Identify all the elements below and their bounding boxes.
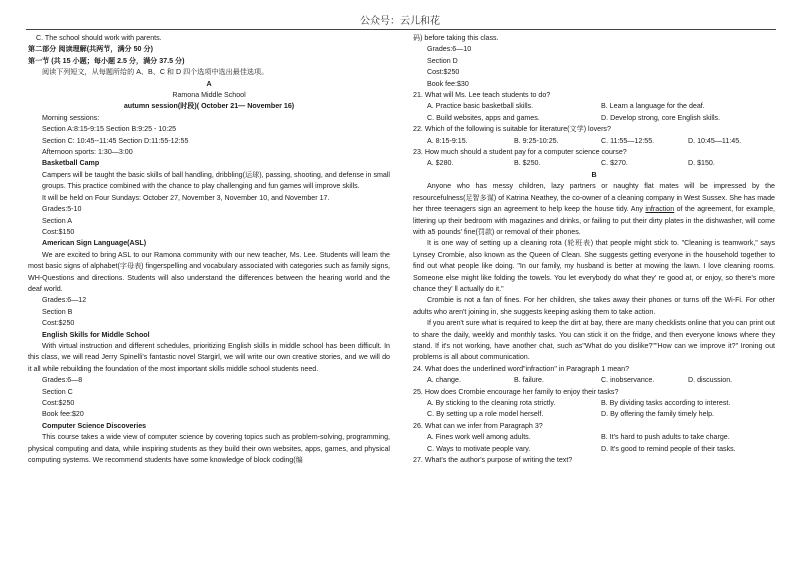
text-line: Book fee:$30 — [427, 79, 469, 88]
question-22: 22. Which of the following is suitable for literature(文学) lovers? — [413, 125, 611, 134]
passage-paragraph-4: If you aren't sure what is required to keep the dirt at bay, there are many checklists online that you can print out to share the daily, weekly and monthly tasks. You can stick it on the fridge, and then everyone knows where they stand. If it's not working, have another chat, such as"What do you dislike?""How can we improve it?" Ironing out problems is all about communication. — [413, 319, 775, 362]
option-b: B. failure. — [514, 376, 544, 385]
school-name: Ramona Middle School — [172, 91, 246, 100]
text-line: Section C — [42, 387, 73, 396]
course-heading: American Sign Language(ASL) — [42, 239, 147, 248]
course-heading: English Skills for Middle School — [42, 330, 150, 339]
text-line: Grades:6—10 — [427, 45, 472, 54]
text-line: Afternoon sports: 1:30—3:00 — [42, 148, 133, 157]
option-c: C. Ways to motivate people vary. — [427, 444, 531, 453]
text-line: Section A — [42, 216, 72, 225]
option-d: D. By offering the family timely help. — [601, 410, 715, 419]
text-line: Grades:6—12 — [42, 296, 87, 305]
question-25: 25. How does Crombie encourage her family to enjoy their tasks? — [413, 387, 619, 396]
options-row — [413, 409, 775, 420]
text-line: Section D — [427, 56, 458, 65]
paragraph-text: Anyone who has messy children, lazy partners or naughty flat mates will be impressed by the resourcefulness(足智多谋) of Katrina Neathey, the co-owner of a cleaning company in West Sussex. She has made her three teenagers sign an agreement to help keep the house tidy. Any — [413, 182, 775, 214]
question-27: 27. What's the author's purpose of writing the text? — [413, 456, 573, 465]
option-a: A. Fines work well among adults. — [427, 433, 531, 442]
options-row — [413, 101, 775, 112]
text-line: Cost:$250 — [42, 399, 75, 407]
options-row — [413, 158, 775, 169]
option-c: C. Build websites, apps and games. — [427, 113, 540, 122]
option-d: D. 10:45—11:45. — [688, 136, 742, 145]
options-row — [413, 444, 775, 455]
question-23: 23. How much should a student pay for a computer science course? — [413, 148, 627, 157]
option-a: A. Practice basic basketball skills. — [427, 102, 534, 111]
option-d: D. It's good to remind people of their tasks. — [601, 444, 736, 453]
text-line: Cost:$150 — [42, 227, 75, 236]
passage-label-a: A — [206, 79, 212, 88]
text-line: Section C: 10:45--11:45 Section D:11:55-12:55 — [42, 136, 189, 145]
right-column — [413, 33, 775, 466]
option-a: A. $280. — [427, 159, 454, 168]
page-header: 公众号：云儿和花 — [360, 16, 440, 27]
option-d: D. Develop strong, core English skills. — [601, 113, 721, 122]
text-line: Morning sessions: — [42, 113, 100, 122]
option-b: B. Learn a language for the deaf. — [601, 102, 705, 111]
course-description: Campers will be taught the basic skills of ball handling, dribbling(运球), passing, shooting, and defense in small groups. This practice combined with the chance to play challenging and fun games will improve skills. — [42, 170, 390, 191]
text-line: Book fee:$20 — [42, 410, 84, 419]
option-d: D. discussion. — [688, 376, 733, 385]
options-row — [413, 432, 775, 443]
passage-paragraph-2: It is one way of setting up a cleaning rota (轮班表) that people might stick to. "Cleaning is teamwork," says Lynsey Crombie, also known as the Queen of Clean. She suggests getting everyone in the household together to find out what people like doing. "In our family, my husband is better at mowing the lawn. I love cleaning rooms. Someone else might like folding the towels. You let everybody do what they' re good at, or enjoy, so there's more chance they' ll actually do it." — [413, 239, 775, 293]
session-title: autumn session(时段)( October 21— November 16) — [123, 102, 295, 111]
question-21: 21. What will Ms. Lee teach students to do? — [413, 91, 551, 100]
question-26: 26. What can we infer from Paragraph 3? — [413, 421, 543, 430]
option-a: A. 8:15-9:15. — [427, 136, 468, 145]
course-heading: Basketball Camp — [42, 159, 100, 168]
option-line: C. The school should work with parents. — [36, 34, 162, 42]
options-row — [413, 398, 775, 409]
option-a: A. By sticking to the cleaning rota strictly. — [427, 399, 556, 407]
option-c: C. By setting up a role model herself. — [427, 410, 544, 419]
text-line: It will be held on Four Sundays: October 27, November 3, November 10, and November 17. — [42, 193, 330, 202]
course-heading: Computer Science Discoveries — [42, 421, 147, 430]
text-line: Grades:5-10 — [42, 205, 82, 214]
section-heading: 第一节 (共 15 小题；每小题 2.5 分，满分 37.5 分) — [28, 56, 185, 65]
course-description: This course takes a wide view of computer science by covering topics such as problem-solving, programming, physical computing and data, while inspiring students as they build their own websites, apps, games, and physical computing systems. We recommend students have some knowledge of block coding(编 — [28, 433, 390, 465]
option-b: B. It's hard to push adults to take charge. — [601, 433, 730, 442]
option-d: D. $150. — [688, 159, 715, 168]
header-divider — [26, 29, 776, 30]
left-column — [28, 33, 390, 466]
course-description: With virtual instruction and different schedules, prioritizing English skills in middle school has been difficult. In this class, we will read Jerry Spinelli's fantastic novel Stargirl, we will write our own creative stories, and we will do it all while rebuilding the foundation of the most important skills middle school students need. — [28, 341, 390, 373]
option-a: A. change. — [427, 376, 461, 385]
text-line: Cost:$250 — [427, 68, 460, 77]
options-row — [413, 136, 775, 147]
text-line: 码) before taking this class. — [413, 34, 499, 42]
instructions: 阅读下列短文，从每题所给的 A、B、C 和 D 四个选项中选出最佳选项。 — [42, 68, 269, 77]
underlined-word: infraction — [645, 205, 675, 214]
options-row — [413, 375, 775, 386]
paragraph-text: of the agreement, for example, littering up their bedroom with magazines and drinks, or failing to put their dirty plates in the dishwasher, will come with a5 pounds' fine(罚款) or removal of their phones. — [413, 205, 775, 236]
passage-paragraph-3: Crombie is not a fan of fines. For her children, she takes away their phones or turns off the Wi-Fi. For other adults who aren't joining in, she suggests keeping asking them to take action. — [413, 296, 775, 316]
option-c: C. 11:55—12:55. — [601, 136, 655, 145]
part-heading: 第二部分 阅读理解(共两节，满分 50 分) — [28, 45, 153, 54]
passage-label-b: B — [591, 170, 597, 179]
option-c: C. $270. — [601, 159, 628, 168]
text-line: Cost:$250 — [42, 319, 75, 328]
option-c: C. inobservance. — [601, 376, 655, 385]
course-description: We are excited to bring ASL to our Ramona community with our new teacher, Ms. Lee. Students will learn the most basic signs of alphabet(字母表) fingerspelling and vocabulary associated with categories such as family signs, WH-Questions and directions. Students will also understand the differences between the hearing world and the deaf world. — [28, 250, 390, 293]
options-row — [413, 113, 775, 124]
option-b: B. $250. — [514, 159, 541, 168]
option-b: B. By dividing tasks according to interest. — [601, 399, 731, 407]
text-line: Section A:8:15-9:15 Section B:9:25 - 10:25 — [42, 125, 177, 134]
option-b: B. 9:25-10:25. — [514, 136, 559, 145]
text-line: Grades:6—8 — [42, 376, 83, 385]
passage-paragraph-1 — [413, 181, 775, 238]
text-line: Section B — [42, 307, 73, 316]
question-24: 24. What does the underlined word"infraction" in Paragraph 1 mean? — [413, 364, 630, 373]
